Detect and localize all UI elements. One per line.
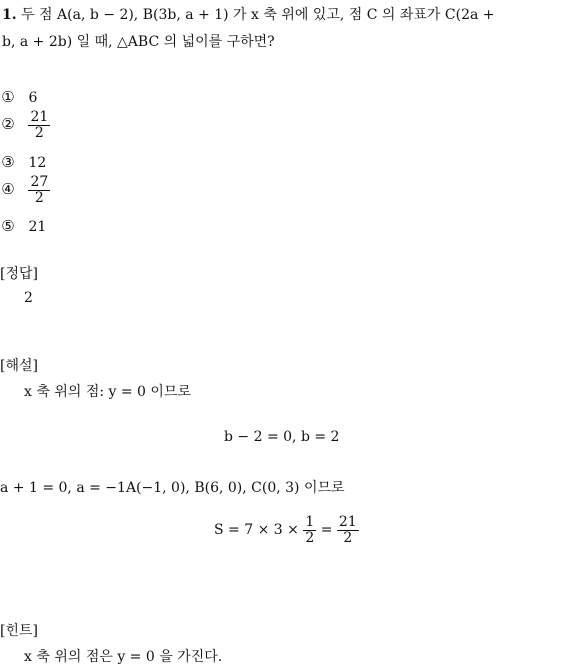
fraction-denominator: 2 [34, 189, 44, 206]
solution-equation-2 [214, 515, 359, 545]
choice-2[interactable] [0, 110, 50, 140]
question-number: 1. [2, 7, 17, 23]
answer-value: 2 [24, 290, 33, 306]
solution-equation-1: b − 2 = 0, b = 2 [224, 429, 340, 445]
fraction-denominator: 2 [343, 529, 353, 546]
hint-text: x 축 위의 점은 y = 0 을 가진다. [24, 649, 223, 665]
choice-mark: ⑤ [1, 217, 15, 235]
choice-fraction [28, 110, 50, 140]
equation-fraction-1 [303, 515, 316, 545]
fraction-denominator: 2 [305, 529, 315, 546]
solution-label: [해설] [0, 358, 38, 374]
hint-label: [힌트] [0, 623, 38, 639]
equation-left: S = 7 × 3 × [214, 522, 299, 539]
choice-1[interactable] [0, 88, 37, 106]
fraction-numerator: 27 [30, 174, 49, 190]
choice-mark: ① [1, 88, 15, 106]
fraction-denominator: 2 [34, 124, 44, 141]
choice-3[interactable] [0, 153, 46, 171]
fraction-numerator: 21 [30, 109, 49, 125]
question-line-2 [2, 31, 275, 51]
question-text-1: 두 점 A(a, b − 2), B(3b, a + 1) 가 x 축 위에 있고, 점 C 의 좌표가 C(2a + [21, 7, 495, 23]
answer-label: [정답] [0, 266, 38, 282]
solution-line-2: a + 1 = 0, a = −1A(−1, 0), B(6, 0), C(0, 3) 이므로 [0, 480, 345, 496]
question-text-2: b, a + 2b) 일 때, △ABC 의 넓이를 구하면? [2, 34, 275, 50]
choice-value: 21 [28, 219, 47, 235]
fraction-numerator: 1 [305, 514, 315, 530]
choice-fraction [28, 175, 50, 205]
choice-4[interactable] [0, 175, 50, 205]
solution-line-1: x 축 위의 점: y = 0 이므로 [24, 384, 191, 400]
choice-value: 6 [28, 90, 38, 106]
fraction-numerator: 21 [338, 514, 357, 530]
choice-mark: ③ [1, 153, 15, 171]
question-line-1 [2, 4, 495, 24]
choice-value: 12 [28, 155, 47, 171]
choice-mark: ④ [1, 180, 15, 199]
equation-fraction-2 [337, 515, 359, 545]
choice-mark: ② [1, 115, 15, 134]
choice-5[interactable] [0, 217, 46, 235]
equation-equals: = [320, 522, 333, 539]
